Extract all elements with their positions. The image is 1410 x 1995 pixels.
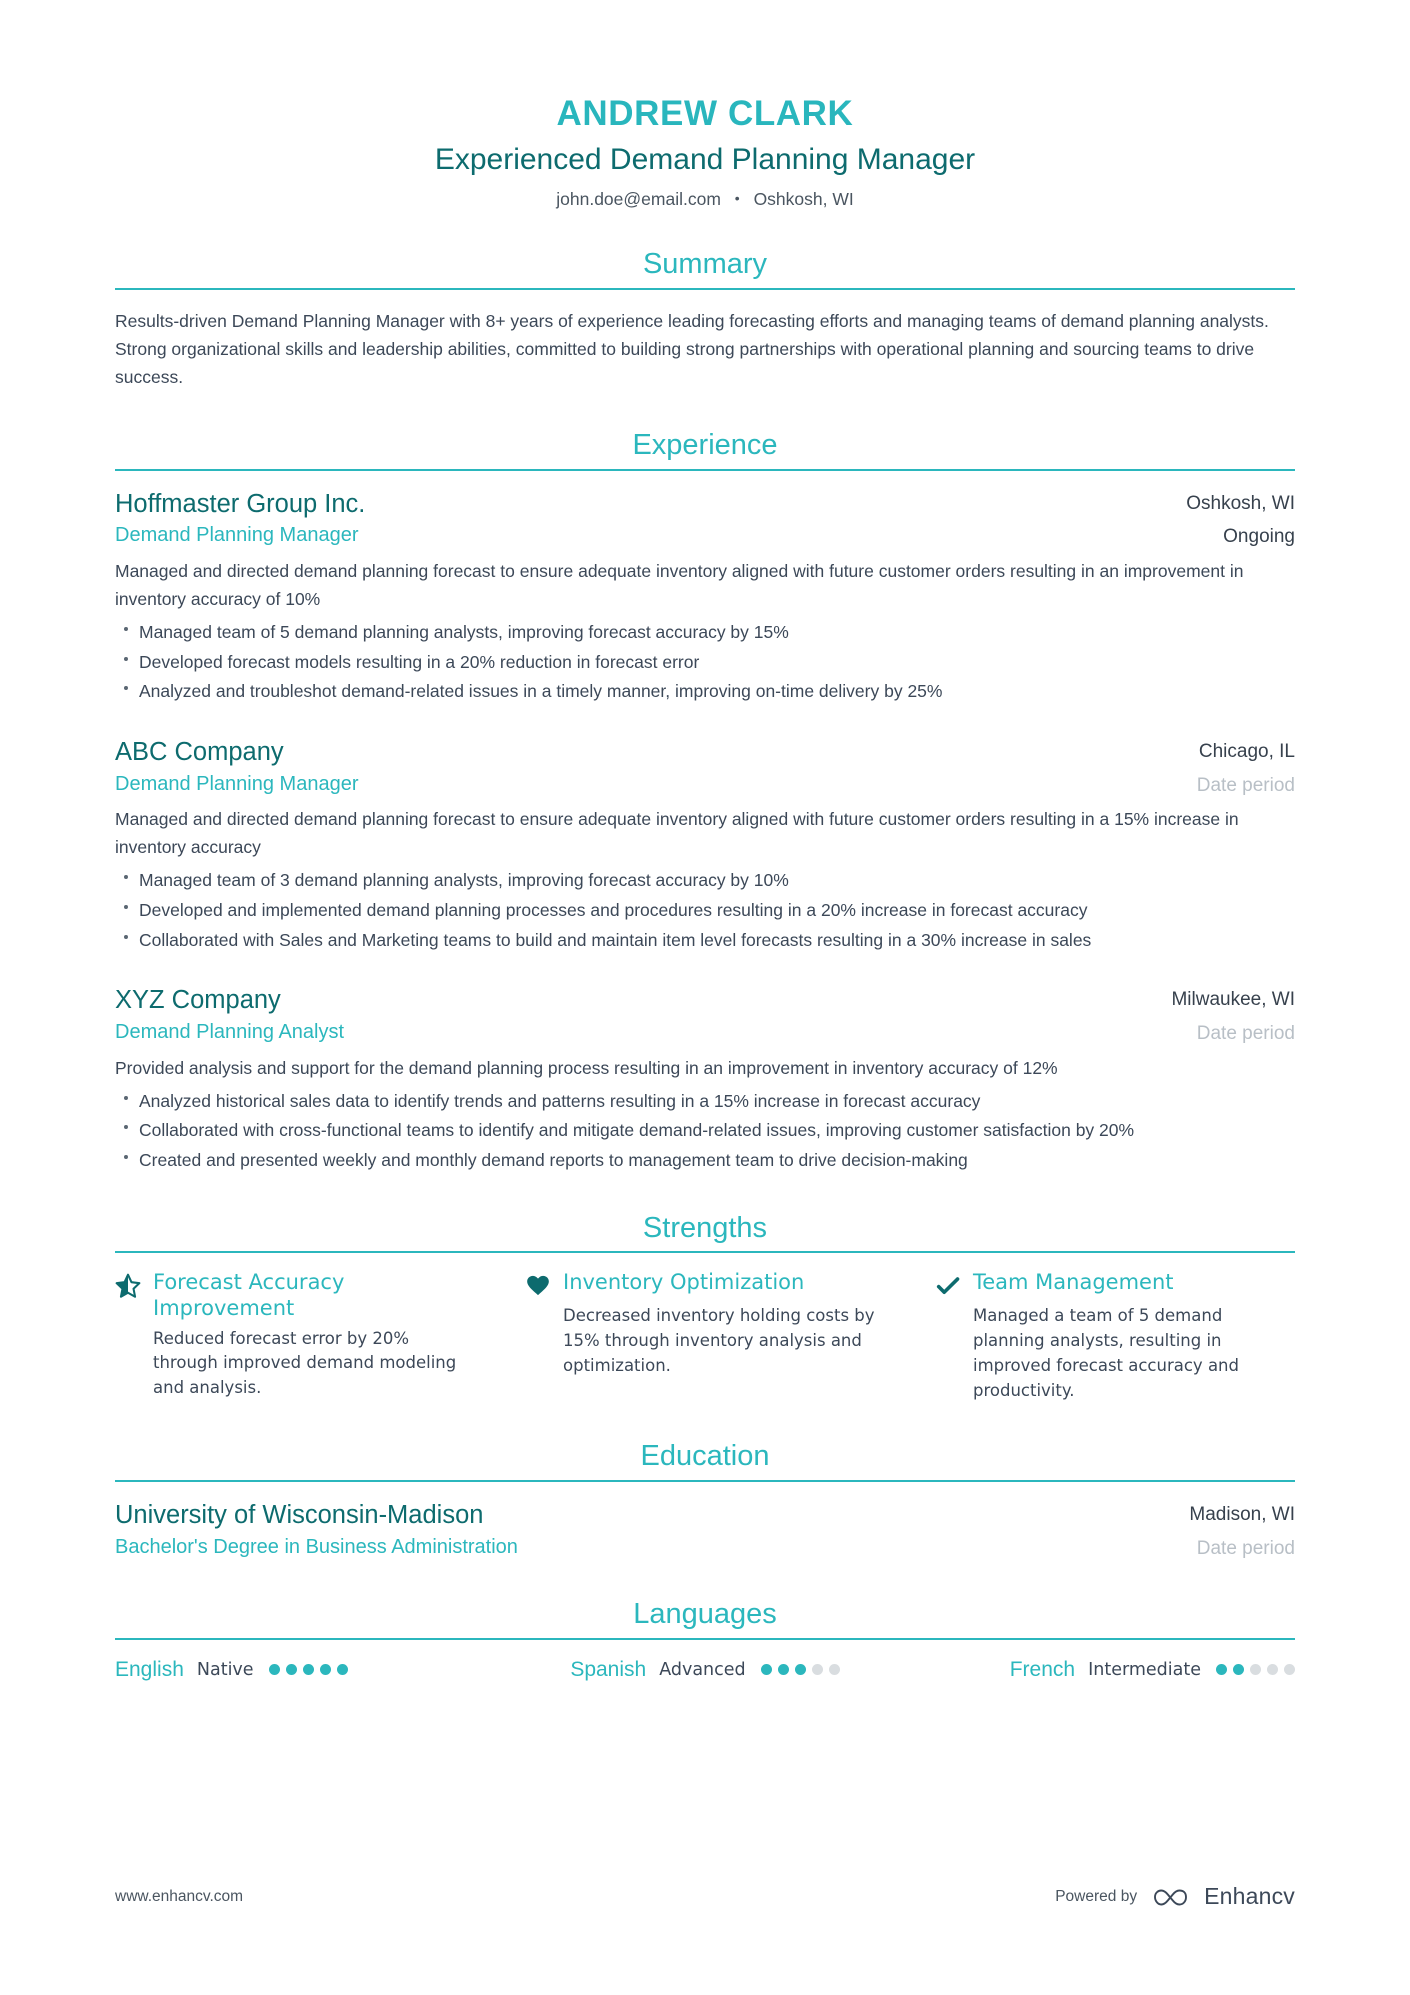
experience-description: Managed and directed demand planning forecast to ensure adequate inventory aligned with future customer orders resulting in an improvement in inventory accuracy of 10% bbox=[115, 561, 1244, 609]
rating-dot bbox=[1216, 1664, 1227, 1675]
experience-entry bbox=[115, 984, 1295, 1174]
experience-role: Demand Planning Analyst bbox=[115, 1020, 345, 1043]
rating-dot bbox=[337, 1664, 348, 1675]
language-name: Spanish bbox=[570, 1658, 647, 1682]
rating-dot bbox=[1233, 1664, 1244, 1675]
experience-location: Oshkosh, WI bbox=[1186, 492, 1295, 514]
check-icon bbox=[935, 1273, 961, 1299]
powered-by-label: Powered by bbox=[1055, 1887, 1138, 1905]
experience-role: Demand Planning Manager bbox=[115, 524, 359, 547]
strength-description: Decreased inventory holding costs by 15% through inventory analysis and optimization. bbox=[563, 1306, 875, 1375]
section-title-strengths: Strengths bbox=[642, 1211, 768, 1244]
experience-description: Provided analysis and support for the demand planning process resulting in an improvement in inventory accuracy of 12% bbox=[115, 1057, 1058, 1078]
rating-dot bbox=[795, 1664, 806, 1675]
languages-row bbox=[115, 1657, 1295, 1682]
section-experience bbox=[115, 428, 1295, 1175]
strength-description: Reduced forecast error by 20% through improved demand modeling and analysis. bbox=[153, 1328, 457, 1398]
bullet-item: Collaborated with cross-functional teams to identify and mitigate demand-related issues, improving customer satisfaction by 20% bbox=[115, 1117, 1295, 1145]
brand-name: Enhancv bbox=[1204, 1883, 1295, 1909]
education-school: University of Wisconsin-Madison bbox=[115, 1501, 484, 1530]
strength-item bbox=[935, 1270, 1295, 1403]
experience-entry bbox=[115, 736, 1295, 954]
strength-title: Inventory Optimization bbox=[563, 1270, 805, 1295]
contact-line bbox=[115, 188, 1295, 211]
experience-period: Ongoing bbox=[1223, 526, 1295, 548]
bullet-item: Collaborated with Sales and Marketing teams to build and maintain item level forecasts resulting in a 30% increase in sales bbox=[115, 927, 1295, 955]
rating-dot bbox=[761, 1664, 772, 1675]
rating-dot bbox=[320, 1664, 331, 1675]
infinity-icon bbox=[1151, 1884, 1195, 1910]
heart-icon bbox=[525, 1273, 551, 1299]
rating-dot bbox=[1284, 1664, 1295, 1675]
language-rating bbox=[761, 1664, 840, 1675]
strength-item bbox=[115, 1270, 525, 1403]
education-period: Date period bbox=[1196, 1537, 1295, 1559]
resume-header bbox=[115, 0, 1295, 211]
experience-bullets bbox=[115, 867, 1295, 954]
section-title-summary: Summary bbox=[642, 248, 768, 280]
rating-dot bbox=[1250, 1664, 1261, 1675]
bullet-item: Developed forecast models resulting in a 20% reduction in forecast error bbox=[115, 649, 1295, 677]
education-degree: Bachelor's Degree in Business Administration bbox=[115, 1535, 518, 1558]
section-title-education: Education bbox=[640, 1440, 770, 1473]
contact-location: Oshkosh, WI bbox=[753, 189, 854, 210]
language-item bbox=[902, 1657, 1295, 1682]
language-item bbox=[508, 1657, 901, 1682]
education-entry bbox=[115, 1499, 1295, 1561]
language-level: Advanced bbox=[659, 1659, 746, 1680]
contact-email[interactable]: john.doe@email.com bbox=[556, 189, 721, 210]
experience-entry bbox=[115, 488, 1295, 706]
bullet-item: Managed team of 5 demand planning analysts, improving forecast accuracy by 15% bbox=[115, 619, 1295, 647]
candidate-headline: Experienced Demand Planning Manager bbox=[434, 142, 976, 176]
rating-dot bbox=[812, 1664, 823, 1675]
bullet-item: Analyzed and troubleshot demand-related issues in a timely manner, improving on-time delivery by 25% bbox=[115, 678, 1295, 706]
page-footer bbox=[115, 1883, 1295, 1910]
experience-company: Hoffmaster Group Inc. bbox=[115, 489, 366, 518]
rating-dot bbox=[778, 1664, 789, 1675]
rating-dot bbox=[286, 1664, 297, 1675]
experience-description: Managed and directed demand planning forecast to ensure adequate inventory aligned with future customer orders resulting in a 15% increase in inventory accuracy bbox=[115, 809, 1239, 858]
footer-url[interactable]: www.enhancv.com bbox=[115, 1887, 244, 1905]
strength-title: Team Management bbox=[973, 1270, 1174, 1295]
bullet-item: Analyzed historical sales data to identify trends and patterns resulting in a 15% increase in forecast accuracy bbox=[115, 1088, 1295, 1116]
rating-dot bbox=[829, 1664, 840, 1675]
strength-item bbox=[525, 1270, 935, 1403]
rating-dot bbox=[303, 1664, 314, 1675]
experience-bullets bbox=[115, 1088, 1295, 1175]
experience-company: XYZ Company bbox=[115, 986, 281, 1015]
rating-dot bbox=[1267, 1664, 1278, 1675]
section-title-languages: Languages bbox=[633, 1598, 777, 1631]
language-name: English bbox=[115, 1658, 184, 1682]
experience-role: Demand Planning Manager bbox=[115, 772, 359, 795]
bullet-item: Created and presented weekly and monthly demand reports to management team to drive decision-making bbox=[115, 1147, 1295, 1175]
candidate-name: ANDREW CLARK bbox=[556, 94, 854, 133]
section-strengths bbox=[115, 1211, 1295, 1404]
star-half-icon bbox=[115, 1273, 141, 1299]
experience-period: Date period bbox=[1196, 774, 1295, 796]
experience-location: Milwaukee, WI bbox=[1171, 989, 1295, 1011]
language-level: Intermediate bbox=[1088, 1659, 1201, 1680]
experience-bullets bbox=[115, 619, 1295, 706]
rating-dot bbox=[269, 1664, 280, 1675]
language-name: French bbox=[1009, 1658, 1076, 1682]
experience-company: ABC Company bbox=[115, 737, 284, 766]
language-rating bbox=[1216, 1664, 1295, 1675]
section-education bbox=[115, 1439, 1295, 1561]
language-level: Native bbox=[196, 1659, 254, 1680]
contact-separator: • bbox=[734, 190, 740, 207]
strength-description: Managed a team of 5 demand planning analysts, resulting in improved forecast accuracy and productivity. bbox=[973, 1306, 1239, 1400]
bullet-item: Managed team of 3 demand planning analysts, improving forecast accuracy by 10% bbox=[115, 867, 1295, 895]
bullet-item: Developed and implemented demand planning processes and procedures resulting in a 20% increase in forecast accuracy bbox=[115, 897, 1295, 925]
enhancv-logo bbox=[1151, 1883, 1295, 1910]
strengths-grid bbox=[115, 1270, 1295, 1403]
section-languages bbox=[115, 1597, 1295, 1682]
language-rating bbox=[269, 1664, 348, 1675]
summary-text: Results-driven Demand Planning Manager with 8+ years of experience leading forecasting efforts and managing teams of demand planning analysts. Strong organizational skills and leadership abilities, committed to building strong partnerships with operational planning and sourcing teams to drive success. bbox=[115, 310, 1269, 388]
experience-period: Date period bbox=[1196, 1022, 1295, 1044]
strength-title: Forecast Accuracy Improvement bbox=[153, 1270, 345, 1320]
section-title-experience: Experience bbox=[632, 428, 778, 461]
education-location: Madison, WI bbox=[1189, 1504, 1295, 1526]
language-item bbox=[115, 1657, 508, 1682]
experience-location: Chicago, IL bbox=[1198, 740, 1295, 762]
section-summary bbox=[115, 247, 1295, 392]
